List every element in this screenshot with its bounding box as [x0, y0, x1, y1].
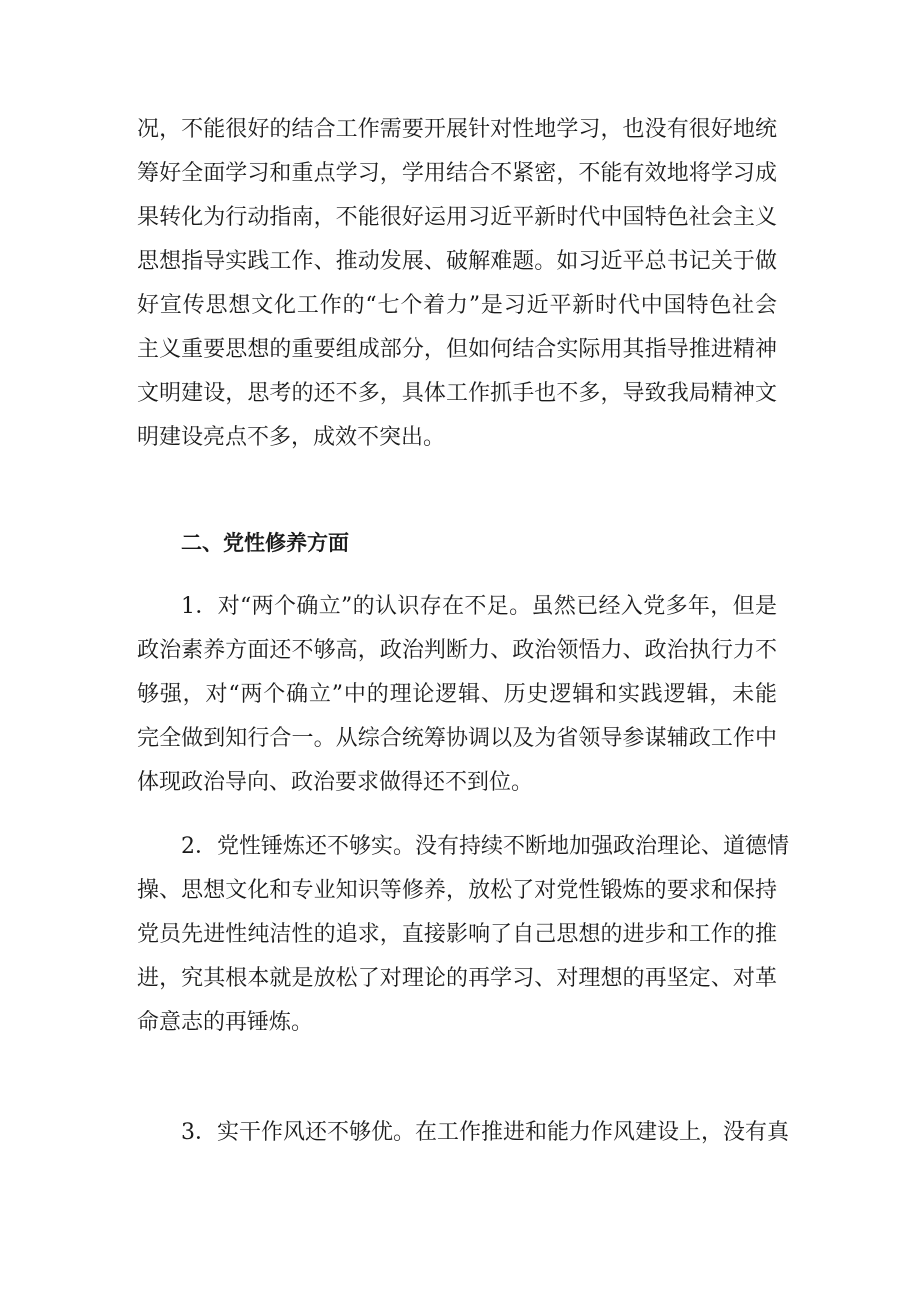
text-line: 1．对“两个确立”的认识存在不足。虽然已经入党多年，但是 [181, 594, 777, 619]
text-line: 主义重要思想的重要组成部分，但如何结合实际用其指导推进精神 [137, 337, 777, 362]
text-line: 体现政治导向、政治要求做得还不到位。 [137, 770, 534, 795]
text-line: 命意志的再锤炼。 [137, 1010, 314, 1035]
text-line: 筹好全面学习和重点学习，学用结合不紧密，不能有效地将学习成 [137, 161, 777, 186]
text-line: 好宣传思想文化工作的“七个着力”是习近平新时代中国特色社会 [137, 293, 777, 318]
paragraph-item-2 [137, 825, 789, 1045]
text-line: 操、思想文化和专业知识等修养，放松了对党性锻炼的要求和保持 [137, 878, 777, 903]
text-line: 够强，对“两个确立”中的理论逻辑、历史逻辑和实践逻辑，未能 [137, 682, 777, 707]
text-line: 政治素养方面还不够高，政治判断力、政治领悟力、政治执行力不 [137, 638, 777, 663]
text-line: 完全做到知行合一。从综合统筹协调以及为省领导参谋辅政工作中 [137, 726, 777, 751]
text-line: 况，不能很好的结合工作需要开展针对性地学习，也没有很好地统 [137, 117, 777, 142]
text-line: 思想指导实践工作、推动发展、破解难题。如习近平总书记关于做 [137, 249, 777, 274]
section-heading: 二、党性修养方面 [181, 531, 349, 555]
text-line: 进，究其根本就是放松了对理论的再学习、对理想的再坚定、对革 [137, 966, 777, 991]
text-line: 文明建设，思考的还不多，具体工作抓手也不多，导致我局精神文 [137, 381, 777, 406]
paragraph-item-1 [137, 585, 777, 805]
text-line: 明建设亮点不多，成效不突出。 [137, 425, 446, 450]
paragraph-item-3 [137, 1111, 789, 1155]
paragraph-continued [137, 108, 777, 460]
text-line: 2．党性锤炼还不够实。没有持续不断地加强政治理论、道德情 [181, 834, 789, 859]
text-line: 党员先进性纯洁性的追求，直接影响了自己思想的进步和工作的推 [137, 922, 777, 947]
text-line: 果转化为行动指南，不能很好运用习近平新时代中国特色社会主义 [137, 205, 777, 230]
text-line: 3．实干作风还不够优。在工作推进和能力作风建设上，没有真 [181, 1120, 789, 1145]
